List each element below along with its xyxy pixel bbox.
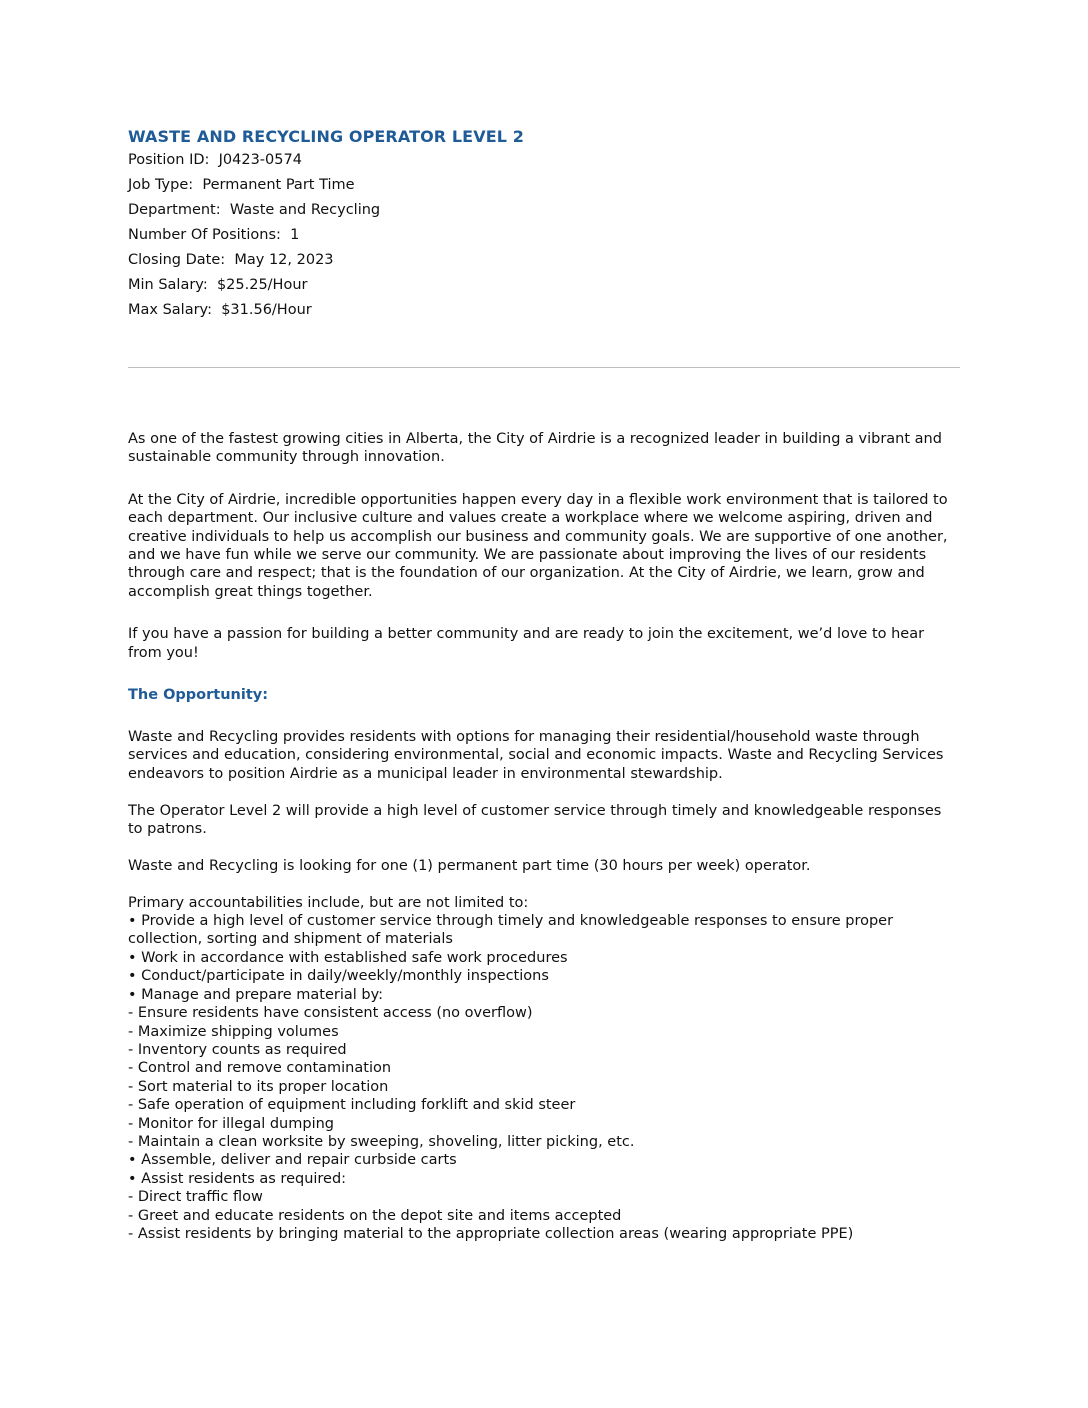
intro-paragraph-1: As one of the fastest growing cities in Alberta, the City of Airdrie is a recognized leader in building a vibrant and sustainable community through innovation.: [128, 431, 942, 466]
detail-label: Job Type:: [128, 177, 194, 193]
detail-value: 1: [290, 227, 300, 243]
list-item: - Inventory counts as required: [128, 1041, 347, 1058]
detail-max-salary: [128, 298, 960, 323]
detail-label: Number Of Positions:: [128, 227, 281, 243]
detail-value: Waste and Recycling: [229, 202, 381, 218]
detail-label: Closing Date:: [128, 252, 226, 268]
accountabilities-intro: Primary accountabilities include, but are not limited to:: [128, 894, 529, 911]
list-item: - Maximize shipping volumes: [128, 1023, 339, 1040]
list-item: • Assemble, deliver and repair curbside carts: [128, 1152, 457, 1169]
detail-number-of-positions: [128, 223, 960, 248]
detail-value: May 12, 2023: [234, 252, 334, 268]
list-item: - Direct traffic flow: [128, 1189, 263, 1206]
job-title: WASTE AND RECYCLING OPERATOR LEVEL 2: [128, 127, 524, 146]
list-item: • Manage and prepare material by:: [128, 986, 384, 1003]
list-item: • Work in accordance with established safe work procedures: [128, 949, 568, 966]
opportunity-paragraph-1: Waste and Recycling provides residents with options for managing their residential/household waste through services and education, considering environmental, social and economic impacts. Waste and Recycling Services endeavors to position Airdrie as a municipal leader in environmental stewardship.: [128, 729, 944, 782]
list-item: - Maintain a clean worksite by sweeping, shoveling, litter picking, etc.: [128, 1133, 635, 1150]
detail-min-salary: [128, 273, 960, 298]
detail-closing-date: [128, 248, 960, 273]
list-item: • Assist residents as required:: [128, 1170, 347, 1187]
section-divider: [128, 367, 960, 368]
job-description: [128, 430, 960, 1243]
intro-paragraph-2: At the City of Airdrie, incredible opportunities happen every day in a flexible work environment that is tailored to each department. Our inclusive culture and values create a workplace where we welcome aspiring, driven and creative individuals to help us accomplish our business and community goals. We are supportive of one another, and we have fun while we serve our community. We are passionate about improving the lives of our residents through care and respect; that is the foundation of our organization. At the City of Airdrie, we learn, grow and accomplish great things together.: [128, 491, 948, 600]
detail-value: $31.56/Hour: [221, 302, 312, 318]
list-item: - Monitor for illegal dumping: [128, 1115, 334, 1132]
detail-label: Department:: [128, 202, 221, 218]
list-item: - Greet and educate residents on the depot site and items accepted: [128, 1207, 622, 1224]
detail-department: [128, 198, 960, 223]
detail-position-id: [128, 148, 960, 173]
list-item: • Conduct/participate in daily/weekly/monthly inspections: [128, 968, 549, 985]
job-details: [128, 148, 960, 323]
detail-label: Max Salary:: [128, 302, 212, 318]
job-posting: [128, 126, 960, 1242]
opportunity-paragraph-3: Waste and Recycling is looking for one (1) permanent part time (30 hours per week) operator.: [128, 857, 811, 874]
list-item: - Ensure residents have consistent access (no overflow): [128, 1005, 533, 1022]
intro-paragraph-3: If you have a passion for building a better community and are ready to join the excitement, we’d love to hear from you!: [128, 626, 925, 661]
detail-value: J0423-0574: [218, 152, 302, 168]
opportunity-heading: The Opportunity:: [128, 687, 269, 704]
detail-label: Position ID:: [128, 152, 210, 168]
accountabilities-list: [128, 912, 960, 1243]
list-item: - Assist residents by bringing material to the appropriate collection areas (wearing appropriate PPE): [128, 1225, 854, 1242]
list-item: - Safe operation of equipment including forklift and skid steer: [128, 1097, 576, 1114]
detail-value: $25.25/Hour: [216, 277, 308, 293]
detail-job-type: [128, 173, 960, 198]
detail-label: Min Salary:: [128, 277, 208, 293]
detail-value: Permanent Part Time: [202, 177, 355, 193]
list-item: • Provide a high level of customer service through timely and knowledgeable responses to ensure proper collection, sorting and shipment of materials: [128, 913, 894, 948]
list-item: - Control and remove contamination: [128, 1060, 392, 1077]
opportunity-paragraph-2: The Operator Level 2 will provide a high level of customer service through timely and knowledgeable responses to patrons.: [128, 802, 942, 838]
list-item: - Sort material to its proper location: [128, 1078, 389, 1095]
